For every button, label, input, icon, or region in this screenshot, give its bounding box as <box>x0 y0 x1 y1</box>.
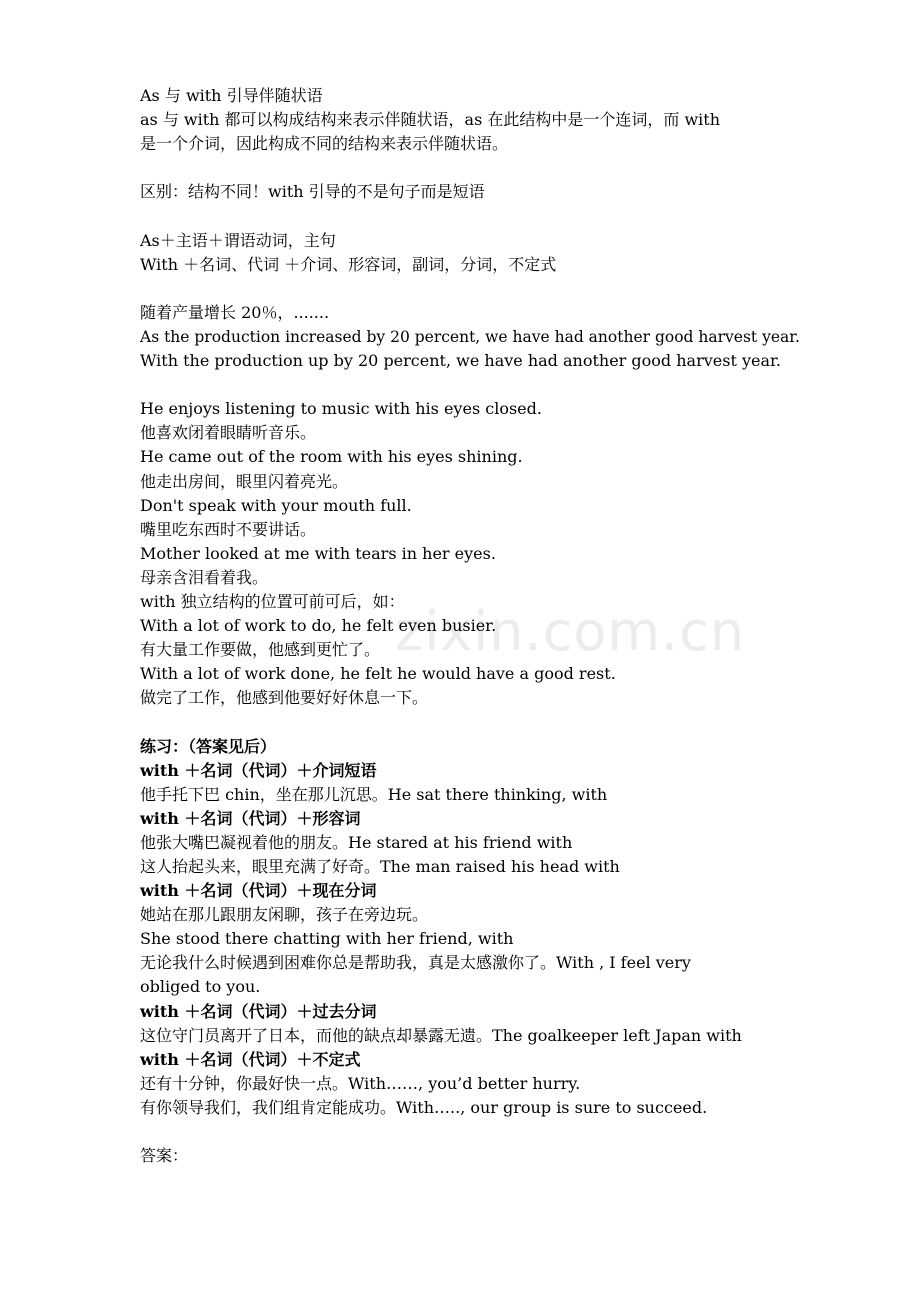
blank-line <box>140 156 800 180</box>
example-sentence: Don't speak with your mouth full. <box>140 495 412 515</box>
text-line: As the production increased by 20 percent, we have had another good harvest year. <box>140 327 800 346</box>
example-translation: 他喜欢闭着眼睛听音乐。 <box>140 423 317 443</box>
exercise-item: obliged to you. <box>140 977 261 997</box>
exercise-item: 他张大嘴巴凝视着他的朋友。He stared at his friend with <box>140 832 573 852</box>
text-line: as 与 with 都可以构成结构来表示伴随状语，as 在此结构中是一个连词，而 with <box>140 110 721 130</box>
blank-line <box>140 277 800 301</box>
exercise-item: 无论我什么时候遇到困难你总是帮助我，真是太感激你了。With , I feel very <box>140 953 691 973</box>
text-line: As＋主语＋谓语动词，主句 <box>140 230 336 250</box>
blank-line <box>140 1120 800 1144</box>
exercise-item: 他手托下巴 chin，坐在那儿沉思。He sat there thinking, with <box>140 784 608 804</box>
exercise-item: 有你领导我们，我们组肯定能成功。With….., our group is sure to succeed. <box>140 1097 708 1117</box>
section-title: As 与 with 引导伴随状语 <box>140 86 323 105</box>
exercise-pattern-heading: with ＋名词（代词）＋过去分词 <box>140 1001 377 1021</box>
exercise-pattern-heading: with ＋名词（代词）＋现在分词 <box>140 881 377 901</box>
blank-line <box>140 373 800 397</box>
blank-line <box>140 710 800 734</box>
answers-heading: 答案： <box>140 1146 189 1166</box>
exercise-item: 这人抬起头来，眼里充满了好奇。The man raised his head with <box>140 857 620 876</box>
example-sentence: With a lot of work to do, he felt even busier. <box>140 616 497 636</box>
exercise-item: 她站在那儿跟朋友闲聊，孩子在旁边玩。 <box>140 905 429 925</box>
text-line: 是一个介词，因此构成不同的结构来表示伴随状语。 <box>140 134 509 154</box>
blank-line <box>140 204 800 228</box>
example-translation: 嘴里吃东西时不要讲话。 <box>140 519 317 539</box>
document-body <box>140 84 800 1168</box>
text-line: With ＋名词、代词 ＋介词、形容词，副词，分词，不定式 <box>140 254 557 274</box>
text-line: with 独立结构的位置可前可后，如： <box>140 591 405 611</box>
exercise-pattern-heading: with ＋名词（代词）＋不定式 <box>140 1049 361 1069</box>
text-line: 区别：结构不同！with 引导的不是句子而是短语 <box>140 182 485 202</box>
example-sentence: He enjoys listening to music with his eyes closed. <box>140 399 542 419</box>
watermark: zixin.com.cn <box>395 600 746 663</box>
exercise-item: She stood there chatting with her friend, with <box>140 929 514 949</box>
example-sentence: Mother looked at me with tears in her eyes. <box>140 543 496 563</box>
exercise-heading: 练习：（答案见后） <box>140 736 277 756</box>
text-line: 随着产量增长 20％，....... <box>140 302 330 322</box>
example-sentence: He came out of the room with his eyes shining. <box>140 447 523 467</box>
exercise-item: 这位守门员离开了日本，而他的缺点却暴露无遗。The goalkeeper left Japan with <box>140 1025 742 1045</box>
example-translation: 有大量工作要做，他感到更忙了。 <box>140 640 381 660</box>
example-translation: 做完了工作，他感到他要好好休息一下。 <box>140 688 429 708</box>
example-translation: 他走出房间，眼里闪着亮光。 <box>140 471 349 491</box>
text-line: With the production up by 20 percent, we have had another good harvest year. <box>140 351 781 371</box>
exercise-pattern-heading: with ＋名词（代词）＋形容词 <box>140 808 361 828</box>
example-translation: 母亲含泪看着我。 <box>140 567 269 587</box>
exercise-pattern-heading: with ＋名词（代词）＋介词短语 <box>140 760 377 780</box>
example-sentence: With a lot of work done, he felt he would have a good rest. <box>140 664 616 684</box>
exercise-item: 还有十分钟，你最好快一点。With……, you’d better hurry. <box>140 1073 581 1093</box>
